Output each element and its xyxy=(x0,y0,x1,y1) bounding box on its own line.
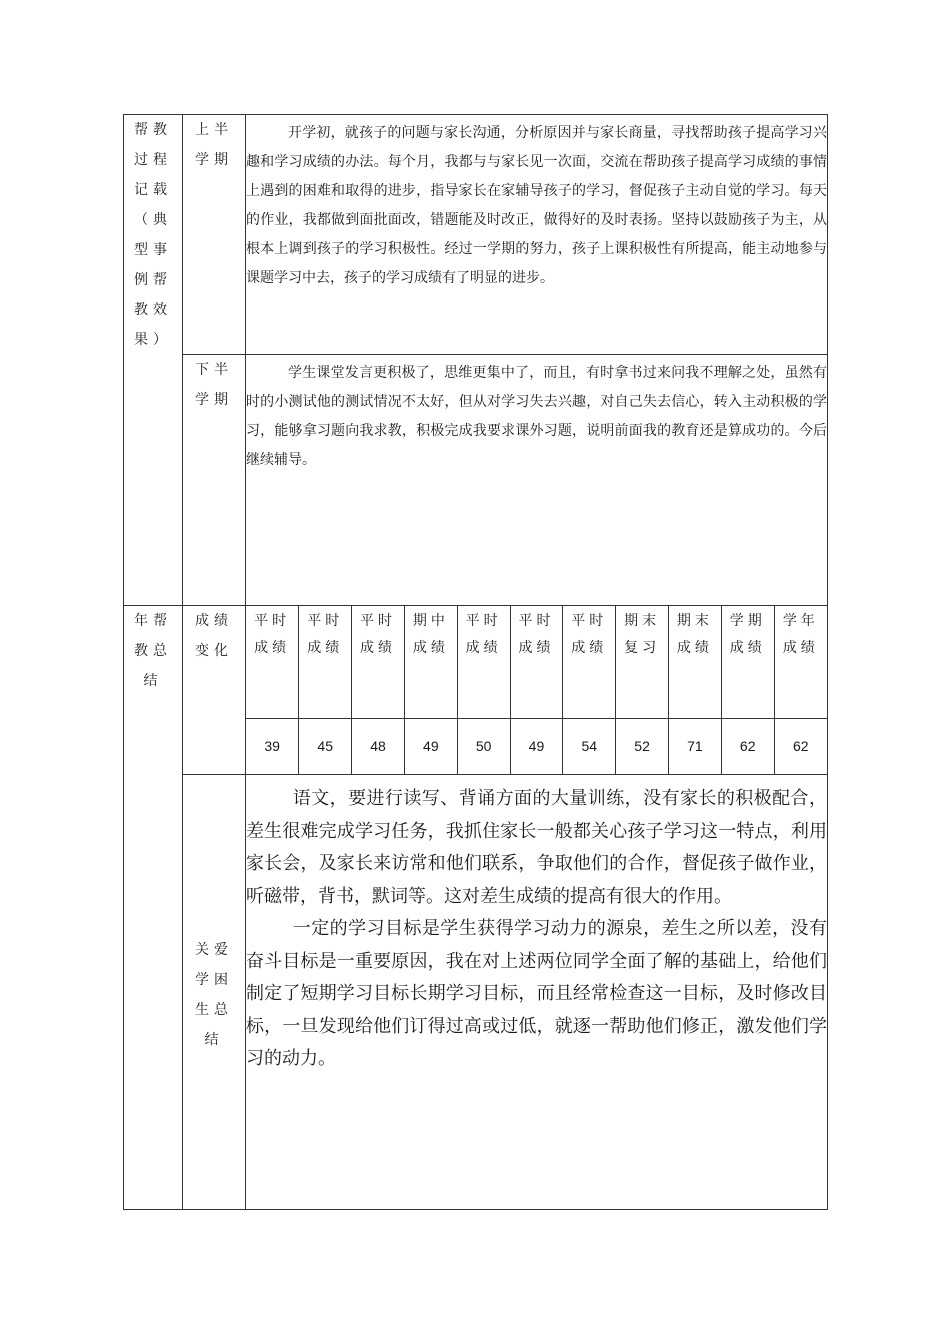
care-content-cell xyxy=(246,775,828,1210)
care-label-cell xyxy=(183,775,246,1210)
care-label: 关爱学困生总结 xyxy=(195,942,233,1048)
grade-value: 49 xyxy=(404,718,457,774)
grade-header: 平时成绩 xyxy=(246,606,299,718)
second-half-label-cell xyxy=(183,355,246,606)
first-half-content-cell xyxy=(246,115,828,355)
first-half-text: 开学初，就孩子的问题与家长沟通，分析原因并与家长商量，寻找帮助孩子提高学习兴趣和学习成绩的办法。每个月，我都与与家长见一次面，交流在帮助孩子提高学习成绩的事情上遇到的困难和取得的进步，指导家长在家辅导孩子的学习，督促孩子主动自觉的学习。每天的作业，我都做到面批面改，错题能及时改正，做得好的及时表扬。坚持以鼓励孩子为主，从根本上调到孩子的学习积极性。经过一学期的努力，孩子上课积极性有所提高，能主动地参与课题学习中去，孩子的学习成绩有了明显的进步。 xyxy=(246,125,827,286)
grade-header: 期中成绩 xyxy=(404,606,457,718)
grade-value: 52 xyxy=(616,718,669,774)
grade-header: 学期成绩 xyxy=(721,606,774,718)
grade-value: 62 xyxy=(774,718,827,774)
care-paragraph: 语文，要进行读写、背诵方面的大量训练，没有家长的积极配合，差生很难完成学习任务，我抓住家长一般都关心孩子学习这一特点，利用家长会，及家长来访常和他们联系，争取他们的合作，督促孩子做作业，听磁带，背书，默词等。这对差生成绩的提高有很大的作用。 xyxy=(246,788,827,907)
grades-label: 成绩变化 xyxy=(195,613,233,659)
grade-header: 平时成绩 xyxy=(299,606,352,718)
second-half-label: 下半学期 xyxy=(195,362,233,408)
grades-cell xyxy=(246,606,828,775)
summary-label: 年帮教总结 xyxy=(134,613,172,689)
process-label: 帮教过程记载（典型事例帮教效果） xyxy=(134,122,172,348)
grade-value: 49 xyxy=(510,718,563,774)
grade-header: 学年成绩 xyxy=(774,606,827,718)
summary-label-cell xyxy=(124,606,183,1210)
grade-value: 50 xyxy=(457,718,510,774)
grade-value: 39 xyxy=(246,718,299,774)
grade-header: 平时成绩 xyxy=(510,606,563,718)
grades-table xyxy=(246,606,827,774)
record-form xyxy=(123,114,827,1209)
main-table xyxy=(123,114,828,1210)
grade-value: 54 xyxy=(563,718,616,774)
grades-label-cell xyxy=(183,606,246,775)
grade-header: 期末成绩 xyxy=(669,606,722,718)
grade-header: 平时成绩 xyxy=(563,606,616,718)
first-half-label: 上半学期 xyxy=(195,122,233,168)
first-half-label-cell xyxy=(183,115,246,355)
grade-value: 71 xyxy=(669,718,722,774)
care-paragraph: 一定的学习目标是学生获得学习动力的源泉，差生之所以差，没有奋斗目标是一重要原因，我在对上述两位同学全面了解的基础上，给他们制定了短期学习目标长期学习目标，而且经常检查这一目标，及时修改目标，一旦发现给他们订得过高或过低，就逐一帮助他们修正，激发他们学习的动力。 xyxy=(246,918,827,1069)
second-half-text: 学生课堂发言更积极了，思维更集中了，而且，有时拿书过来问我不理解之处，虽然有时的小测试他的测试情况不太好，但从对学习失去兴趣，对自己失去信心，转入主动积极的学习，能够拿习题向我求教，积极完成我要求课外习题，说明前面我的教育还是算成功的。今后继续辅导。 xyxy=(246,365,827,468)
second-half-content-cell xyxy=(246,355,828,606)
grade-header: 期末复习 xyxy=(616,606,669,718)
grade-header: 平时成绩 xyxy=(352,606,405,718)
process-label-cell xyxy=(124,115,183,606)
grade-header: 平时成绩 xyxy=(457,606,510,718)
grade-value: 48 xyxy=(352,718,405,774)
grade-value: 45 xyxy=(299,718,352,774)
grade-value: 62 xyxy=(721,718,774,774)
